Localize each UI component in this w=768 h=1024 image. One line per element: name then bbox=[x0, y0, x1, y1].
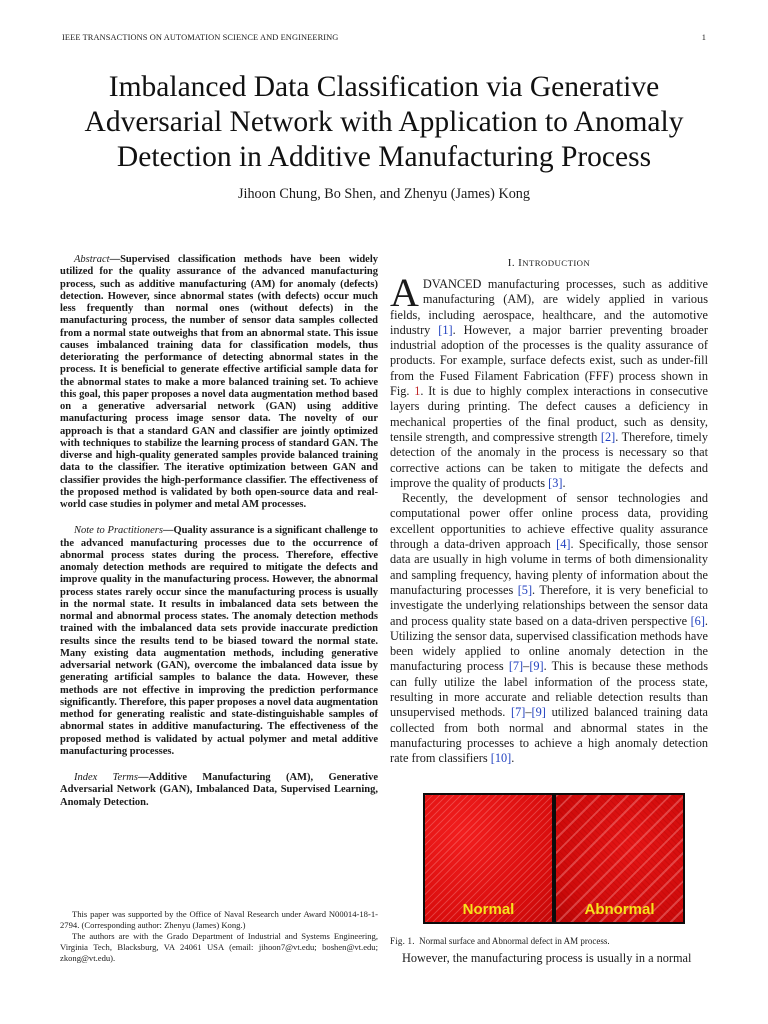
drop-cap: A bbox=[390, 270, 419, 315]
index-terms-text: —Additive Manufacturing (AM), Generative Adversarial Network (GAN), Imbalanced Data, Supervised Learning, Anomaly Detection. bbox=[60, 772, 379, 808]
note-to-practitioners bbox=[60, 525, 378, 758]
intro-text: – bbox=[523, 659, 530, 674]
citation-link[interactable]: [7] bbox=[508, 659, 524, 674]
page-number: 1 bbox=[701, 33, 706, 42]
normal-label: Normal bbox=[462, 901, 515, 918]
figure-1 bbox=[423, 793, 685, 924]
citation-link[interactable]: [2] bbox=[600, 429, 616, 444]
citation-link[interactable]: [9] bbox=[531, 705, 546, 720]
citation-link[interactable]: [7] bbox=[511, 705, 526, 720]
section-heading-rest: NTRODUCTION bbox=[522, 258, 591, 268]
affiliation-note: The authors are with the Grado Department of Industrial and Systems Engineering, Virginia Tech, Blacksburg, VA 24061 USA (email: jihoon7@vt.edu; boshen@vt.edu; zkong@vt.edu). bbox=[60, 931, 378, 963]
figure-link[interactable]: 1 bbox=[414, 384, 421, 399]
intro-text: manufacturing processes, such as additive manufacturing (AM), are widely applied in various fields, including aerospace, healthcare, and the automotive industry bbox=[390, 277, 708, 337]
intro-text: . However, a major barrier preventing broader industrial adoption of the processes is the quality assurance of products. For example, surface defects exist, such as under-fill from the Fused Filament Fabrication (FFF) process shown in Fig. bbox=[390, 322, 708, 399]
running-header bbox=[62, 33, 706, 45]
continued-text: However, the manufacturing process is usually in a normal bbox=[402, 951, 692, 965]
intro-paragraph-2 bbox=[390, 491, 708, 766]
citation-link[interactable]: [5] bbox=[517, 582, 533, 597]
index-terms bbox=[60, 772, 378, 809]
footnote bbox=[60, 909, 378, 964]
abnormal-label: Abnormal bbox=[584, 901, 655, 918]
intro-text: . Therefore, timely detection of the anomaly in the process is necessary so that corrective actions can be taken to mitigate the defects and improve the quality of products bbox=[390, 429, 708, 490]
citation-link[interactable]: [6] bbox=[690, 613, 705, 628]
paper-title: Imbalanced Data Classification via Generative Adversarial Network with Application to Anomaly Detection in Additive Manufacturing Process bbox=[84, 71, 684, 173]
normal-surface-image bbox=[425, 795, 552, 922]
citation-link[interactable]: [9] bbox=[529, 659, 544, 674]
intro-text: . This is because these methods can fully utilize the label information of the process state, resulting in more accurate and reliable detection results than unsupervised methods. bbox=[390, 659, 708, 720]
left-column bbox=[60, 254, 378, 819]
section-numeral: I. bbox=[507, 257, 516, 269]
intro-text: – bbox=[525, 705, 532, 720]
intro-caps: DVANCED bbox=[422, 277, 482, 291]
figure-caption-text: Normal surface and Abnormal defect in AM process. bbox=[419, 936, 610, 946]
intro-text: . bbox=[562, 475, 566, 490]
journal-name: IEEE TRANSACTIONS ON AUTOMATION SCIENCE AND ENGINEERING bbox=[62, 33, 339, 42]
index-terms-lead: Index Terms bbox=[74, 772, 138, 783]
intro-paragraph-1 bbox=[390, 270, 708, 491]
abstract-text: —Supervised classification methods have been widely utilized for the quality assurance of the advanced manufacturing process, such as additive manufacturing (AM) for anomaly (defects) detection. However, since abnormal states (with defects) occur much less frequently than normal ones (without defects) in the manufacturing process, the number of sensor data samples collected from a normal state outweighs that from an abnormal state. This issue causes imbalanced training data for classification models, thus deteriorating the performance of detecting abnormal states in the process. It is beneficial to generate effective artificial sample data for the abnormal states to make a more balanced training set. To achieve this goal, this paper proposes a novel data augmentation method based on a generative adversarial network (GAN) using additive manufacturing process image sensor data. The novelty of our approach is that a standard GAN and classifier are jointly optimized with techniques to stabilize the learning process of standard GAN. The diverse and high-quality generated samples provide balanced training data to the classifier. The iterative optimization between GAN and classifier provides the high-performance classifier. The effectiveness of the proposed method is validated by both open-source data and real-world case studies in polymer and metal AM processes. bbox=[60, 254, 378, 510]
note-lead: Note to Practitioners bbox=[74, 525, 163, 537]
abstract bbox=[60, 254, 378, 511]
figure-caption-tag: Fig. 1. bbox=[390, 936, 415, 946]
intro-text: Recently, the development of sensor technologies and computational power offer online process data, providing excellent opportunities to achieve effective quality assurance through a data-driven approach bbox=[390, 491, 708, 552]
author-list: Jihoon Chung, Bo Shen, and Zhenyu (James) Kong bbox=[237, 186, 530, 202]
funding-note: This paper was supported by the Office of Naval Research under Award N00014-18-1-2794. (Corresponding author: Zhenyu (James) Kong.) bbox=[60, 909, 378, 930]
intro-text: . It is due to highly complex interactions in consecutive layers during printing. The defect causes a deficiency in mechanical properties of the final product, such as density, tensile strength, and compressive strength bbox=[390, 384, 708, 444]
intro-text: . bbox=[511, 751, 515, 766]
note-text: —Quality assurance is a significant challenge to the advanced manufacturing processes due to the occurrence of abnormal process states during the process. Therefore, effective anomaly detection methods are required to mitigate the defects and improve quality in the manufacturing process. However, the abnormal process states rarely occur since the manufacturing process is usually in the normal state. It results in imbalanced data sets between the normal and abnormal process states. The anomaly detection methods trained with the imbalanced data sets provide inaccurate prediction results since the results tend to be biased toward the normal state. Many existing data augmentation methods, including generative adversarial network (GAN), overcome the imbalanced data issue by generating artificial samples to balance the data. However, these methods are not effective in improving the prediction performance significantly. Therefore, this paper proposes a novel data augmentation method for generating realistic and state-distinguishable samples of abnormal states in additive manufacturing. The effectiveness of the proposed method is validated by actual polymer and metal additive manufacturing processes. bbox=[60, 525, 378, 757]
figure-caption bbox=[390, 936, 710, 946]
intro-text: . Specifically, those sensor data are usually in high volume in terms of both dimensionality and sampling frequency, having plenty of information about the manufacturing processes bbox=[390, 537, 708, 597]
intro-text: . Utilizing the sensor data, supervised classification methods have been widely applied to online anomaly detection in the manufacturing process bbox=[390, 613, 708, 674]
section-heading bbox=[390, 257, 708, 269]
citation-link[interactable]: [4] bbox=[556, 537, 571, 552]
intro-text: utilized balanced training data collected from both normal and abnormal states in the manufacturing processes to achieve a high anomaly detection rate from classifiers bbox=[390, 705, 708, 766]
intro-text: . Therefore, it is very beneficial to investigate the underlying relationships between the sensor data and process quality state based on a data-driven perspective bbox=[390, 582, 708, 628]
right-column bbox=[390, 254, 708, 767]
abnormal-surface-image bbox=[556, 795, 683, 922]
section-heading-initial: I bbox=[518, 257, 523, 269]
citation-link[interactable]: [1] bbox=[438, 322, 453, 337]
citation-link[interactable]: [10] bbox=[490, 751, 512, 766]
abstract-lead: Abstract bbox=[74, 254, 110, 265]
citation-link[interactable]: [3] bbox=[548, 475, 563, 490]
